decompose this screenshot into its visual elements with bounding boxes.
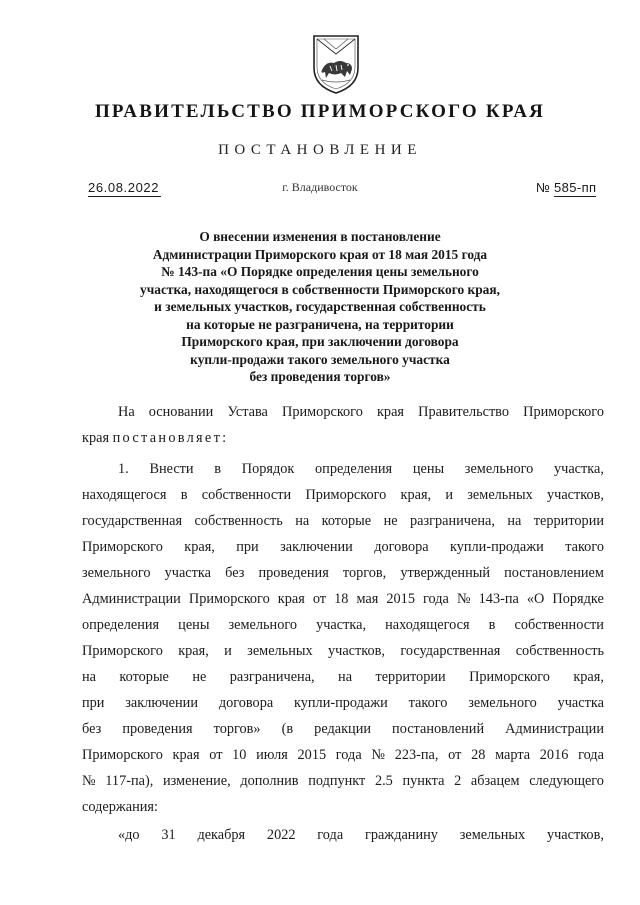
document-meta — [0, 180, 640, 200]
document-number — [536, 180, 596, 195]
paragraph-line: без проведения торгов» (в редакции постановлений Администрации — [82, 721, 604, 737]
quote-line: «до 31 декабря 2022 года гражданину земельных участков, — [118, 827, 604, 843]
number-sign: № — [536, 180, 550, 195]
paragraph-line: Приморского края от 10 июля 2015 года № 223-па, от 28 марта 2016 года — [82, 747, 604, 763]
document-heading — [120, 228, 520, 386]
heading-line: Администрации Приморского края от 18 мая 2015 года — [152, 246, 488, 262]
paragraph-line: Приморского края, и земельных участков, государственная собственность — [82, 643, 604, 659]
heading-line: Приморского края, при заключении договора — [181, 334, 459, 349]
paragraph-line: при заключении договора купли-продажи такого земельного участка — [82, 695, 604, 711]
heading-line: купли-продажи такого земельного участка — [190, 351, 450, 367]
heading-line: без проведения торгов» — [249, 369, 391, 384]
document-date: 26.08.2022 — [88, 180, 160, 195]
heading-line: № 143-па «О Порядке определения цены земельного — [161, 264, 479, 279]
preamble-line: На основании Устава Приморского края Правительство Приморского — [118, 404, 604, 420]
paragraph-line: Приморского края, при заключении договора купли-продажи такого — [82, 539, 604, 555]
paragraph-line: земельного участка без проведения торгов, утвержденный постановлением — [82, 565, 604, 581]
paragraph-line: находящегося в собственности Приморского края, и земельных участков, — [82, 487, 604, 503]
paragraph-line: Администрации Приморского края от 18 мая 2015 года № 143-па «О Порядке — [82, 591, 604, 607]
preamble-line — [82, 428, 604, 448]
paragraph-line: 1. Внести в Порядок определения цены земельного участка, — [118, 461, 604, 477]
paragraph-line: определения цены земельного участка, находящегося в собственности — [82, 617, 604, 633]
government-title: ПРАВИТЕЛЬСТВО ПРИМОРСКОГО КРАЯ — [94, 101, 546, 122]
heading-line: участка, находящегося в собственности Приморского края, — [140, 281, 500, 297]
paragraph-line: содержания: — [82, 799, 158, 815]
heading-line: О внесении изменения в постановление — [199, 229, 441, 244]
paragraph-line: государственная собственность на которые не разграничена, на территории — [82, 513, 604, 529]
heading-line: на которые не разграничена, на территории — [186, 316, 454, 332]
document-city: г. Владивосток — [282, 180, 358, 194]
paragraph-line: на которые не разграничена, на территории Приморского края, — [82, 669, 604, 685]
resolves-word: постановляет: — [112, 430, 229, 446]
preamble-text: края — [82, 430, 113, 446]
document-type: ПОСТАНОВЛЕНИЕ — [218, 142, 422, 158]
primorsky-krai-coat-of-arms-icon — [308, 30, 364, 96]
number-value: 585-пп — [553, 180, 597, 195]
heading-line: и земельных участков, государственная собственность — [154, 299, 486, 314]
paragraph-line: № 117-па), изменение, дополнив подпункт 2.5 пункта 2 абзацем следующего — [82, 773, 604, 789]
